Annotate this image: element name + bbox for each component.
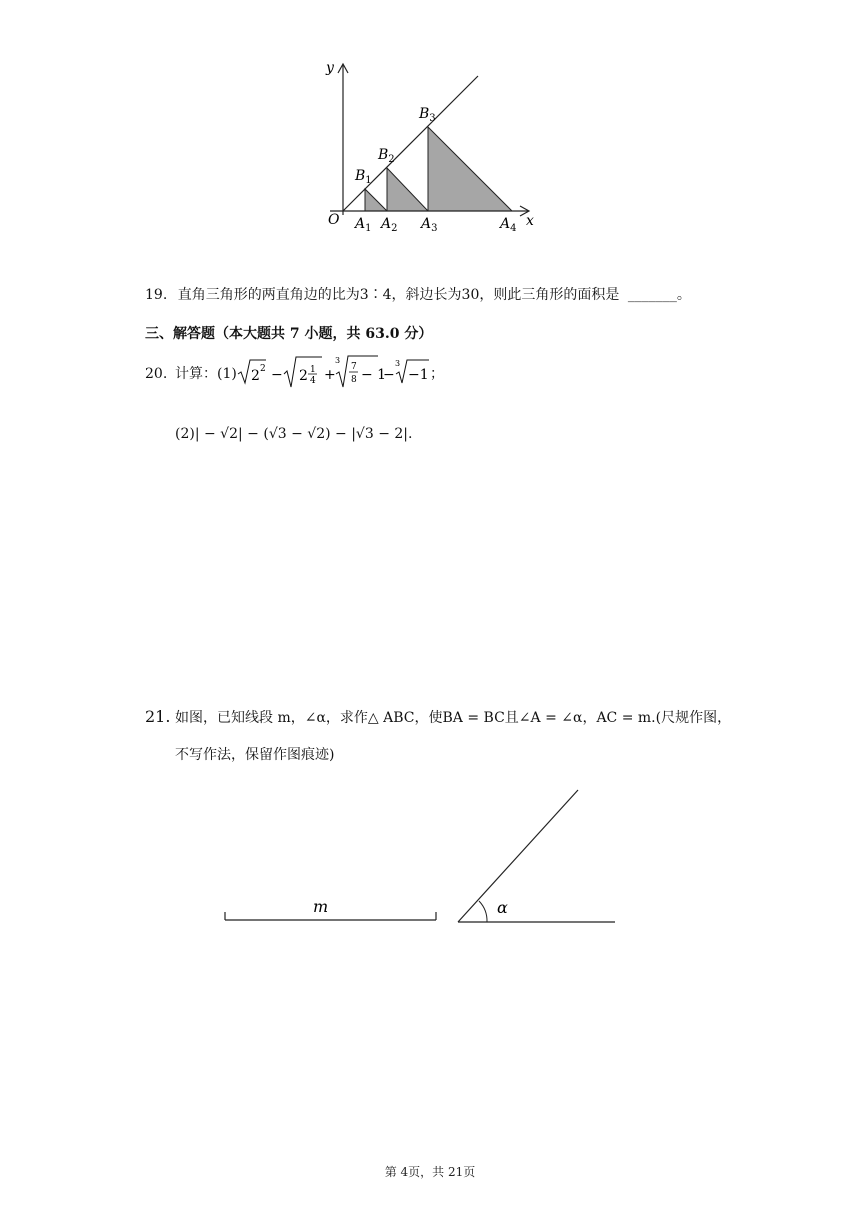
svg-text:3: 3 xyxy=(335,356,341,365)
segment-m-figure xyxy=(215,890,445,930)
question-20-prefix: 计算：(1) xyxy=(175,366,237,382)
svg-text:4: 4 xyxy=(310,376,316,386)
label-b3: $B_3$ xyxy=(419,106,436,124)
q21-line1: 如图，已知线段 m，∠α，求作△ ABC，使BA = BC且∠A = ∠α，AC = m.(尺规作图， xyxy=(175,710,732,726)
label-b1: $B_1$ xyxy=(355,168,372,186)
q19-text: 直角三角形的两直角边的比为3∶4，斜边长为30，则此三角形的面积是 xyxy=(177,287,620,303)
svg-text:−1: −1 xyxy=(408,367,429,383)
y-axis-label: y xyxy=(326,60,334,76)
q20-part1-tail: ； xyxy=(430,366,444,382)
triangle-1 xyxy=(365,189,387,211)
svg-text:+: + xyxy=(324,367,336,383)
origin-label: O xyxy=(328,212,340,228)
triangle-3 xyxy=(428,127,512,211)
x-axis-label: x xyxy=(526,213,534,229)
page-footer: 第 4页，共 21页 xyxy=(384,1165,476,1179)
section-3-title: 三、解答题（本大题共 7 小题，共 63.0 分） xyxy=(145,326,433,342)
q20-part1-expression xyxy=(236,352,436,392)
svg-text:2: 2 xyxy=(260,364,266,374)
q19-end: 。 xyxy=(676,287,691,303)
svg-text:2: 2 xyxy=(299,368,308,384)
label-a2: $A_2$ xyxy=(381,216,398,234)
svg-text:−: − xyxy=(383,367,395,383)
svg-text:− 1: − 1 xyxy=(361,367,387,383)
q20-part2: (2)| − √2| − (√3 − √2) − |√3 − 2|. xyxy=(175,426,413,442)
question-20-number: 20. xyxy=(145,366,168,382)
svg-text:1: 1 xyxy=(310,365,316,375)
svg-text:3: 3 xyxy=(395,359,401,368)
q19-number: 19. xyxy=(145,287,168,303)
svg-text:7: 7 xyxy=(351,362,357,372)
q21-line2: 不写作法，保留作图痕迹) xyxy=(175,747,335,763)
coordinate-figure xyxy=(300,55,550,240)
triangle-2 xyxy=(387,168,428,211)
svg-text:8: 8 xyxy=(351,375,357,385)
question-21-number: 21. xyxy=(145,707,171,726)
label-b2: $B_2$ xyxy=(378,147,395,165)
segment-m-label: m xyxy=(313,897,329,916)
label-a4: $A_4$ xyxy=(500,216,517,234)
svg-text:−: − xyxy=(271,367,283,383)
question-19 xyxy=(145,285,691,305)
svg-text:2: 2 xyxy=(251,368,260,384)
label-a1: $A_1$ xyxy=(355,216,372,234)
angle-alpha-figure xyxy=(450,780,625,930)
angle-alpha-label: α xyxy=(497,898,508,917)
label-a3: $A_3$ xyxy=(421,216,438,234)
q19-blank: _______ xyxy=(627,287,677,303)
